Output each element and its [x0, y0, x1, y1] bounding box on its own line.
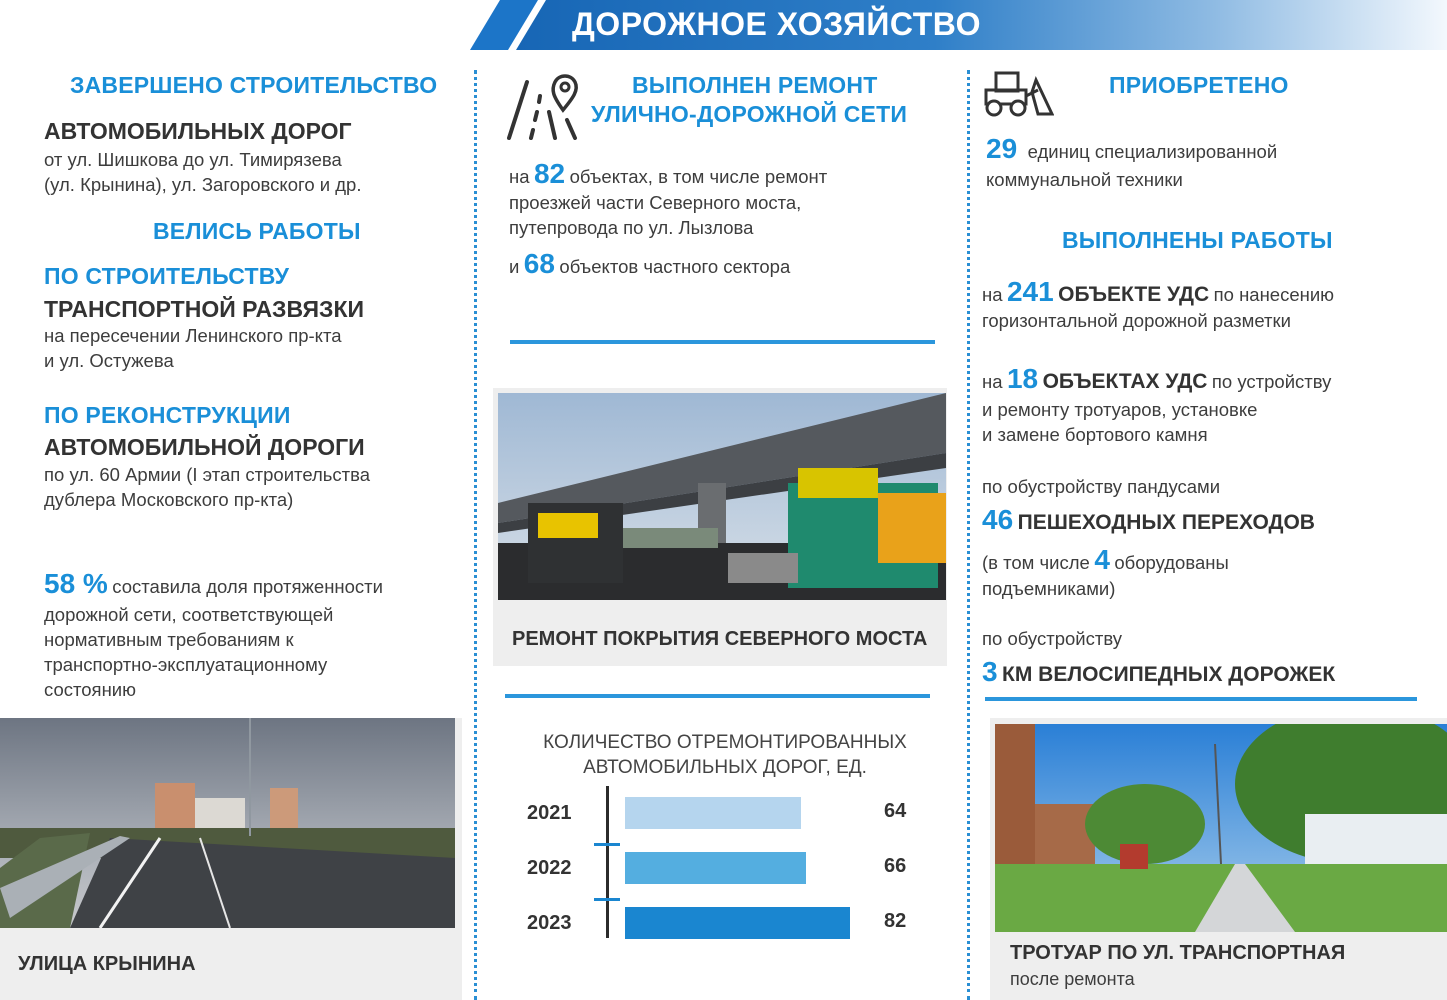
percent-value: 58 %: [44, 568, 108, 599]
lifts-text: оборудованы: [1114, 552, 1229, 573]
percent-text: составила доля протяженности: [112, 576, 383, 597]
lifts-text: подъемниками): [982, 578, 1116, 599]
street-photo: [0, 718, 455, 928]
prefix-text: и: [509, 256, 520, 277]
column-separator: [474, 70, 477, 1000]
roads-heading: АВТОМОБИЛЬНЫХ ДОРОГ: [44, 118, 352, 144]
objects-count: 82: [533, 158, 566, 189]
sidewalks-stat: [982, 363, 1331, 395]
bike-count: 3: [982, 656, 998, 687]
bar: [625, 907, 850, 939]
crossings-count: 46: [982, 504, 1014, 535]
road-text: дублера Московского пр-кта): [44, 489, 294, 510]
bar-category-label: 2021: [527, 802, 572, 824]
construction-heading: ПО СТРОИТЕЛЬСТВУ: [44, 263, 290, 289]
marking-stat: [982, 276, 1334, 308]
tractor-icon: [982, 70, 1054, 118]
chart-title: [505, 730, 945, 780]
private-stat: [509, 248, 790, 280]
percent-text: дорожной сети, соответствующей: [44, 604, 334, 625]
divider-line: [985, 697, 1417, 701]
bar: [625, 852, 806, 884]
objects-text: путепровода по ул. Лызлова: [509, 217, 754, 238]
road-pin-icon: [505, 72, 580, 140]
divider-line: [510, 340, 935, 344]
crossings-stat: [982, 504, 1315, 536]
bar-category-label: 2023: [527, 912, 572, 934]
road-text: по ул. 60 Армии (I этап строительства: [44, 464, 371, 485]
prefix-text: на: [982, 284, 1003, 305]
interchange-text: и ул. Остужева: [44, 350, 174, 371]
private-count: 68: [523, 248, 555, 279]
page-title: ДОРОЖНОЕ ХОЗЯЙСТВО: [572, 6, 981, 42]
photo-caption: РЕМОНТ ПОКРЫТИЯ СЕВЕРНОГО МОСТА: [512, 628, 928, 650]
percent-text: транспортно-эксплуатационному: [44, 654, 328, 675]
sidewalks-text: и замене бортового камня: [982, 424, 1208, 445]
sidewalks-count: 18: [1006, 363, 1039, 394]
private-text: объектов частного сектора: [559, 256, 791, 277]
repair-heading: УЛИЧНО-ДОРОЖНОЙ СЕТИ: [591, 101, 908, 127]
roads-text: (ул. Крынина), ул. Загоровского и др.: [44, 174, 362, 195]
sidewalk-photo: [995, 724, 1447, 932]
bar-value-label: 66: [884, 855, 907, 877]
bike-text: по обустройству: [982, 628, 1122, 649]
lifts-text: (в том числе: [982, 552, 1090, 573]
bridge-photo: [498, 393, 946, 600]
objects-text: проезжей части Северного моста,: [509, 192, 802, 213]
interchange-heading: ТРАНСПОРТНОЙ РАЗВЯЗКИ: [44, 296, 365, 322]
reconstruction-heading: ПО РЕКОНСТРУКЦИИ: [44, 402, 291, 428]
works-done-heading: ВЫПОЛНЕНЫ РАБОТЫ: [1062, 227, 1333, 253]
photo-subcaption: после ремонта: [1010, 969, 1135, 989]
acquired-heading: ПРИОБРЕТЕНО: [1109, 72, 1289, 98]
chart-tick: [594, 898, 620, 901]
bar: [625, 797, 801, 829]
chart-tick: [594, 843, 620, 846]
chart-title-line: КОЛИЧЕСТВО ОТРЕМОНТИРОВАННЫХ: [543, 732, 907, 753]
objects-text: объектах, в том числе ремонт: [569, 166, 828, 187]
lifts-stat: [982, 544, 1229, 576]
bike-caps: КМ ВЕЛОСИПЕДНЫХ ДОРОЖЕК: [1002, 663, 1336, 686]
marking-caps: ОБЪЕКТЕ УДС: [1058, 283, 1210, 306]
marking-count: 241: [1006, 276, 1054, 307]
units-text: единиц специализированной: [1027, 141, 1278, 162]
photo-caption: ТРОТУАР ПО УЛ. ТРАНСПОРТНАЯ: [1010, 942, 1346, 964]
chart-axis: [606, 786, 609, 938]
percent-text: нормативным требованиям к: [44, 629, 294, 650]
marking-text: по нанесению: [1213, 284, 1335, 305]
bike-stat: [982, 656, 1335, 688]
prefix-text: на: [509, 166, 530, 187]
percent-text: состоянию: [44, 679, 136, 700]
works-heading: ВЕЛИСЬ РАБОТЫ: [153, 218, 361, 244]
interchange-text: на пересечении Ленинского пр-кта: [44, 325, 342, 346]
chart-title-line: АВТОМОБИЛЬНЫХ ДОРОГ, ЕД.: [583, 757, 867, 778]
road-heading: АВТОМОБИЛЬНОЙ ДОРОГИ: [44, 434, 365, 460]
roads-text: от ул. Шишкова до ул. Тимирязева: [44, 149, 342, 170]
units-count: 29: [986, 133, 1018, 164]
prefix-text: на: [982, 371, 1003, 392]
lifts-count: 4: [1094, 544, 1110, 575]
units-text: коммунальной техники: [986, 169, 1183, 190]
ramps-text: по обустройству пандусами: [982, 476, 1221, 497]
bar-value-label: 82: [884, 910, 907, 932]
crossings-caps: ПЕШЕХОДНЫХ ПЕРЕХОДОВ: [1017, 511, 1315, 534]
sidewalks-text: и ремонту тротуаров, установке: [982, 399, 1258, 420]
bar-value-label: 64: [884, 800, 907, 822]
photo-caption: УЛИЦА КРЫНИНА: [18, 953, 196, 975]
completed-heading: ЗАВЕРШЕНО СТРОИТЕЛЬСТВО: [70, 72, 438, 98]
divider-line: [505, 694, 930, 698]
sidewalks-text: по устройству: [1211, 371, 1332, 392]
repair-stat: [509, 158, 827, 190]
units-stat: [986, 133, 1277, 165]
bar-category-label: 2022: [527, 857, 572, 879]
percent-stat: [44, 568, 383, 600]
sidewalks-caps: ОБЪЕКТАХ УДС: [1042, 370, 1208, 393]
marking-text: горизонтальной дорожной разметки: [982, 310, 1291, 331]
repair-heading: ВЫПОЛНЕН РЕМОНТ: [632, 72, 878, 98]
column-separator: [967, 70, 970, 1000]
